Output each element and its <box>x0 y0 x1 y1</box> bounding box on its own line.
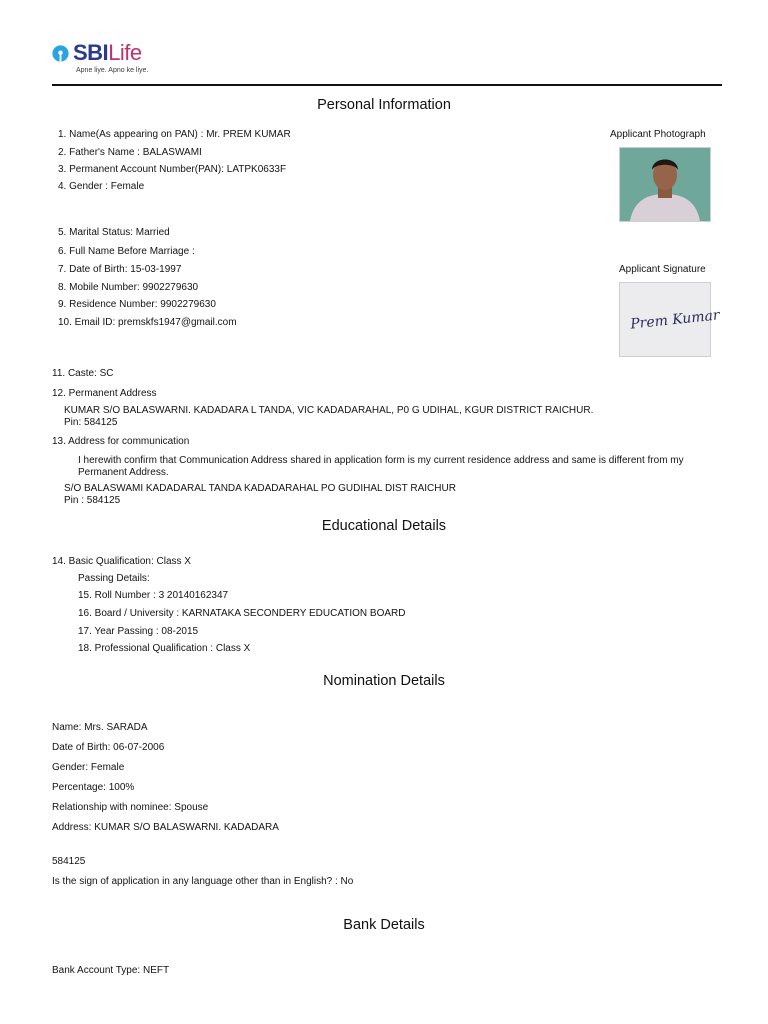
caste: 11. Caste: SC <box>52 368 114 379</box>
applicant-photo-image <box>620 148 710 221</box>
permanent-address-line1: KUMAR S/O BALASWARNI. KADADARA L TANDA, VIC KADADARAHAL, P0 G UDIHAL, KGUR DISTRICT RAICHUR. <box>64 405 594 416</box>
applicant-photo <box>619 147 711 222</box>
nominee-gender: Gender: Female <box>52 762 125 773</box>
year-passing: 17. Year Passing : 08-2015 <box>78 626 199 637</box>
nominee-percentage: Percentage: 100% <box>52 782 135 793</box>
roll-number: 15. Roll Number : 3 20140162347 <box>78 590 229 601</box>
bank-account-type: Bank Account Type: NEFT <box>52 965 170 976</box>
marital-status: 5. Marital Status: Married <box>58 227 170 238</box>
nominee-name: Name: Mrs. SARADA <box>52 722 148 733</box>
brand-sbi: SBI <box>73 40 109 65</box>
nomination-heading: Nomination Details <box>323 673 445 689</box>
permanent-address-label: 12. Permanent Address <box>52 388 157 399</box>
photo-label: Applicant Photograph <box>610 129 706 140</box>
communication-address-label: 13. Address for communication <box>52 436 190 447</box>
applicant-signature <box>619 282 721 357</box>
email-id: 10. Email ID: premskfs1947@gmail.com <box>58 317 237 328</box>
passing-details-label: Passing Details: <box>78 573 150 584</box>
date-of-birth: 7. Date of Birth: 15-03-1997 <box>58 264 182 275</box>
sign-language-question: Is the sign of application in any language other than in English? : No <box>52 876 354 887</box>
residence-number: 9. Residence Number: 9902279630 <box>58 299 216 310</box>
bank-heading: Bank Details <box>343 917 425 933</box>
brand-life: Life <box>108 40 142 65</box>
nominee-relationship: Relationship with nominee: Spouse <box>52 802 209 813</box>
applicant-name: 1. Name(As appearing on PAN) : Mr. PREM KUMAR <box>58 129 291 140</box>
professional-qualification: 18. Professional Qualification : Class X <box>78 643 251 654</box>
father-name: 2. Father's Name : BALASWAMI <box>58 147 202 158</box>
basic-qualification: 14. Basic Qualification: Class X <box>52 556 191 567</box>
communication-confirmation: I herewith confirm that Communication Address shared in application form is my current residence address and same is different from my Permanent Address. <box>78 455 684 478</box>
signature-label: Applicant Signature <box>619 264 706 275</box>
nominee-dob: Date of Birth: 06-07-2006 <box>52 742 165 753</box>
nominee-pin: 584125 <box>52 856 86 867</box>
signature-image <box>620 283 721 356</box>
education-heading: Educational Details <box>321 518 447 534</box>
signature-text: Prem Kumar <box>629 307 721 333</box>
communication-address-line1: S/O BALASWAMI KADADARAL TANDA KADADARAHAL PO GUDIHAL DIST RAICHUR <box>64 483 456 494</box>
mobile-number: 8. Mobile Number: 9902279630 <box>58 282 199 293</box>
pan-number: 3. Permanent Account Number(PAN): LATPK0633F <box>58 164 287 175</box>
gender: 4. Gender : Female <box>58 181 145 192</box>
permanent-address-pin: Pin: 584125 <box>64 417 118 428</box>
personal-info-heading: Personal Information <box>317 97 451 113</box>
name-before-marriage: 6. Full Name Before Marriage : <box>58 246 195 257</box>
header-divider <box>52 84 722 86</box>
nominee-address: Address: KUMAR S/O BALASWARNI. KADADARA <box>52 822 279 833</box>
board-university: 16. Board / University : KARNATAKA SECONDERY EDUCATION BOARD <box>78 608 406 619</box>
sbi-logo-icon <box>52 45 69 62</box>
communication-address-pin: Pin : 584125 <box>64 495 121 506</box>
brand-tagline: Apne liye. Apno ke liye. <box>76 67 149 74</box>
brand-logo <box>73 40 142 66</box>
